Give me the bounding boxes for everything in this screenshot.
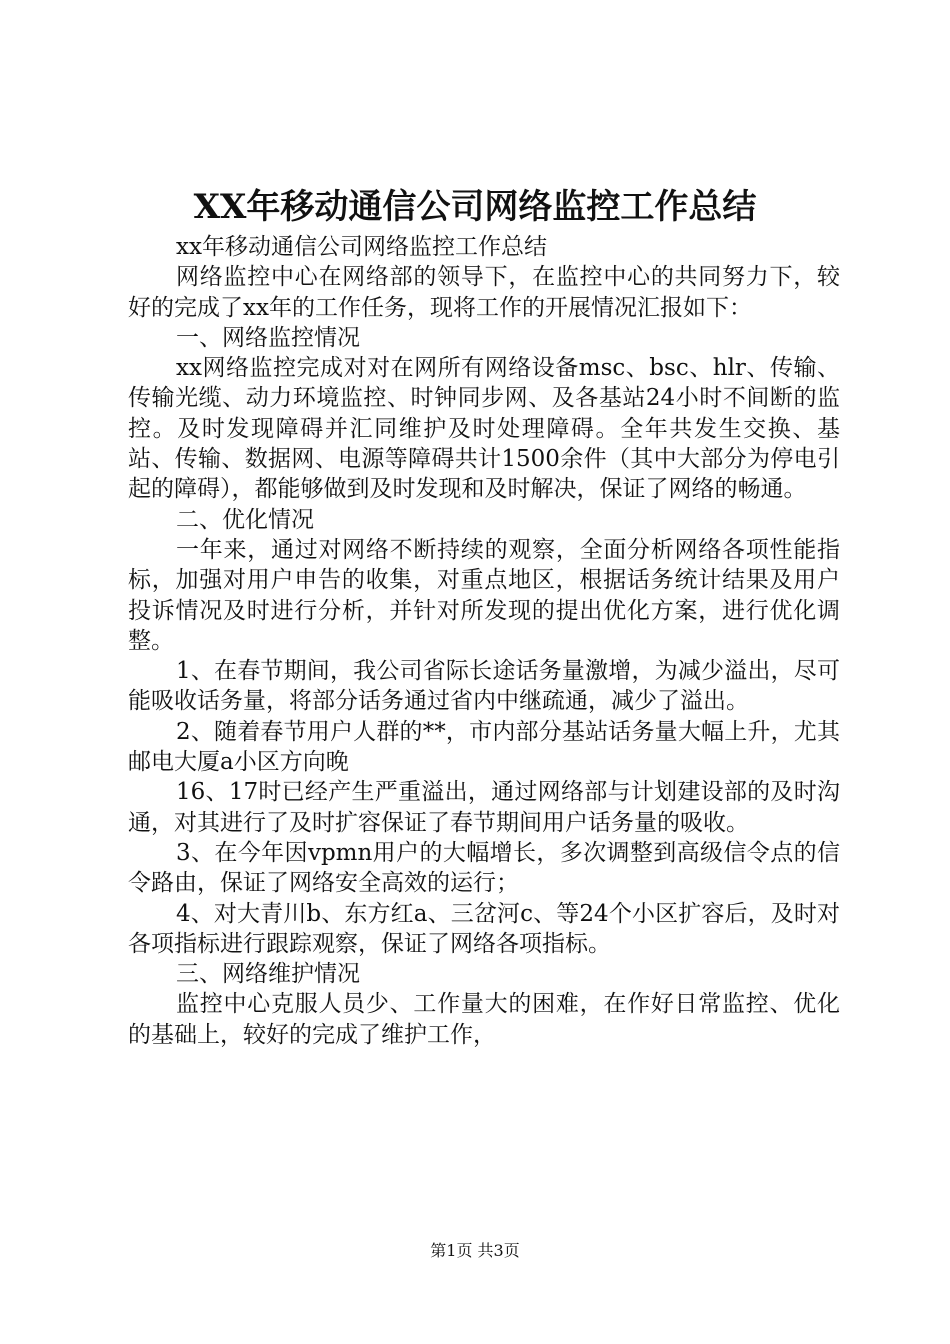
document-title: XX年移动通信公司网络监控工作总结 [193, 187, 757, 227]
paragraph-item-2: 2、随着春节用户人群的**，市内部分基站话务量大幅上升，尤其邮电大厦a小区方向晚 [128, 718, 840, 776]
paragraph-item-4: 4、对大青川b、东方红a、三岔河c、等24个小区扩容后，及时对各项指标进行跟踪观察，保证了网络各项指标。 [128, 900, 840, 957]
paragraph-item-3: 3、在今年因vpmn用户的大幅增长，多次调整到高级信令点的信令路由，保证了网络安全高效的运行； [128, 839, 840, 897]
paragraph-monitoring: xx网络监控完成对对在网所有网络设备msc、bsc、hlr、传输、传输光缆、动力环境监控、时钟同步网、及各基站24小时不间断的监控。及时发现障碍并汇同维护及时处理障碍。全年共发生交换、基站、传输、数据网、电源等障碍共计1500余件（其中大部分为停电引起的障碍），都能够做到及时发现和及时解决，保证了网络的畅通。 [128, 355, 840, 503]
section-heading-maintenance: 三、网络维护情况 [176, 961, 360, 988]
paragraph-optimization: 一年来，通过对网络不断持续的观察，全面分析网络各项性能指标，加强对用户申告的收集，对重点地区，根据话务统计结果及用户投诉情况及时进行分析，并针对所发现的提出优化方案，进行优化调整。 [128, 536, 840, 654]
paragraph-maintenance: 监控中心克服人员少、工作量大的困难，在作好日常监控、优化的基础上，较好的完成了维护工作， [128, 991, 840, 1048]
section-heading-optimization: 二、优化情况 [176, 506, 314, 533]
page-number-footer: 第1页 共3页 [430, 1241, 520, 1260]
paragraph-intro: 网络监控中心在网络部的领导下，在监控中心的共同努力下，较好的完成了xx年的工作任务，现将工作的开展情况汇报如下： [128, 264, 840, 321]
document-body [128, 232, 840, 1050]
paragraph-subtitle: xx年移动通信公司网络监控工作总结 [176, 234, 547, 260]
section-heading-monitoring: 一、网络监控情况 [176, 324, 360, 351]
paragraph-item-2-continued: 16、17时已经产生严重溢出，通过网络部与计划建设部的及时沟通，对其进行了及时扩容保证了春节期间用户话务量的吸收。 [128, 779, 840, 836]
paragraph-item-1: 1、在春节期间，我公司省际长途话务量激增，为减少溢出，尽可能吸收话务量，将部分话务通过省内中继疏通，减少了溢出。 [128, 658, 840, 715]
